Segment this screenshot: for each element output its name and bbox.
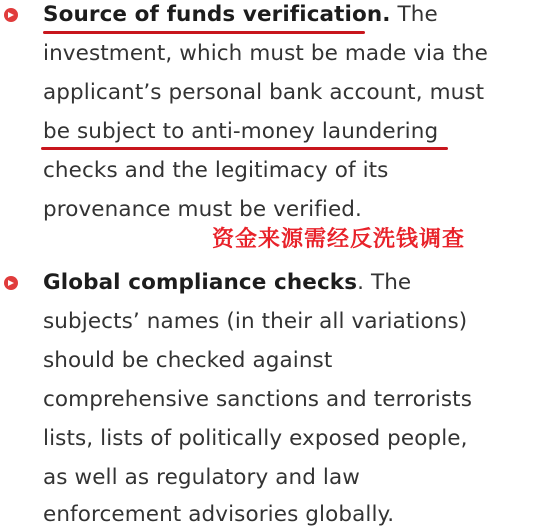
section2-line-3: comprehensive sanctions and terrorists <box>43 387 473 412</box>
section1-heading: Source of funds verification. <box>43 2 391 27</box>
section2-heading-tail: . The <box>357 270 412 295</box>
section1-line-0 <box>43 0 438 30</box>
section1-line-2: applicant’s personal bank account, must <box>43 80 485 105</box>
section2-heading: Global compliance checks <box>43 270 358 295</box>
section1-line-1: investment, which must be made via the <box>43 41 488 66</box>
section1-line-4: checks and the legitimacy of its <box>43 158 389 183</box>
section1-line-5: provenance must be verified. <box>43 197 362 222</box>
section1-line-3: be subject to anti-money laundering <box>43 119 439 144</box>
section2-line-5: as well as regulatory and law <box>43 465 360 490</box>
section2-line-6: enforcement advisories globally. <box>43 502 395 527</box>
bullet-arrow-icon <box>4 276 18 290</box>
section2-line-2: should be checked against <box>43 348 333 373</box>
heading-underline <box>43 31 365 34</box>
section2-line-1: subjects’ names (in their all variations) <box>43 309 468 334</box>
bullet-arrow-icon <box>4 8 18 22</box>
aml-underline <box>41 147 448 150</box>
section2-line-0 <box>43 268 411 298</box>
chinese-annotation: 资金来源需经反洗钱调查 <box>212 227 466 252</box>
section2-line-4: lists, lists of politically exposed people, <box>43 426 468 451</box>
section1-heading-tail: The <box>390 2 438 27</box>
